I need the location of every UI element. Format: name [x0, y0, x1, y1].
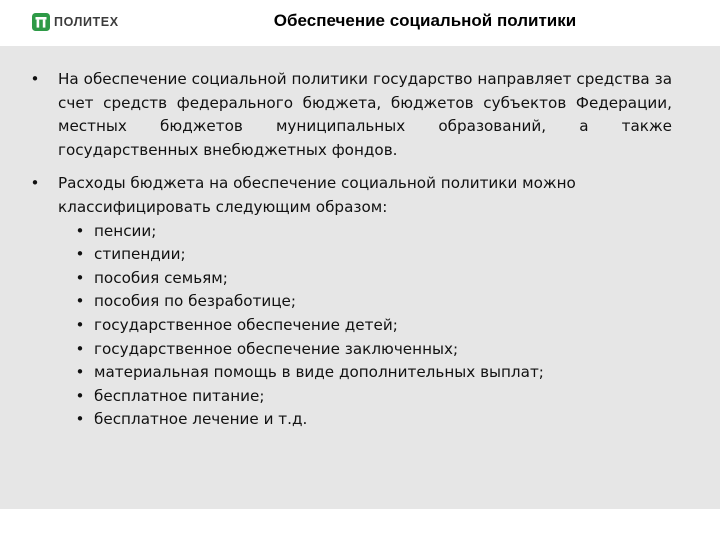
bullet-icon: •: [75, 292, 85, 311]
content-panel: [0, 46, 720, 509]
list-item: [58, 408, 672, 432]
logo: [32, 12, 119, 32]
bullet-list: [28, 68, 672, 432]
list-item: [58, 267, 672, 291]
list-item: [58, 243, 672, 267]
politech-logo-icon: [32, 13, 50, 31]
bullet-icon: •: [75, 339, 85, 358]
list-item: [58, 361, 672, 385]
list-item-text: материальная помощь в виде дополнительных выплат;: [94, 363, 544, 382]
list-item: [58, 314, 672, 338]
logo-text: ПОЛИТЕХ: [54, 15, 119, 29]
paragraph-classification-line-2: классифицировать следующим образом:: [58, 197, 388, 216]
list-item-text: пенсии;: [94, 221, 157, 240]
bullet-icon: •: [75, 268, 85, 287]
page-title: Обеспечение социальной политики: [273, 11, 577, 30]
list-item-text: государственное обеспечение детей;: [94, 315, 398, 334]
bullet-item-expense-classification: [28, 172, 672, 432]
paragraph-funding-sources: На обеспечение социальной политики государство направляет средства за счет средств федерального бюджета, бюджетов субъектов Федерации, местных бюджетов муниципальных образований, а также государственных внебюджетных фондов.: [58, 70, 672, 159]
list-item: [58, 385, 672, 409]
bullet-icon: •: [75, 386, 85, 405]
list-item-text: пособия семьям;: [94, 268, 228, 287]
list-item: [58, 338, 672, 362]
paragraph-classification-line-1: Расходы бюджета на обеспечение социальной политики можно: [58, 174, 576, 193]
list-item-text: бесплатное питание;: [94, 386, 265, 405]
list-item-text: стипендии;: [94, 245, 186, 264]
bullet-icon: •: [75, 245, 85, 264]
bullet-icon: •: [30, 174, 40, 193]
slide-header: [0, 0, 720, 44]
bullet-item-funding-sources: [28, 68, 672, 162]
bullet-icon: •: [75, 315, 85, 334]
list-item: [58, 290, 672, 314]
bullet-icon: •: [75, 363, 85, 382]
bullet-icon: •: [75, 221, 85, 240]
list-item-text: пособия по безработице;: [94, 292, 297, 311]
list-item-text: государственное обеспечение заключенных;: [94, 339, 459, 358]
bullet-icon: •: [30, 70, 40, 88]
expense-type-list: [58, 220, 672, 432]
list-item: [58, 220, 672, 244]
bullet-icon: •: [75, 410, 85, 429]
list-item-text: бесплатное лечение и т.д.: [94, 410, 308, 429]
